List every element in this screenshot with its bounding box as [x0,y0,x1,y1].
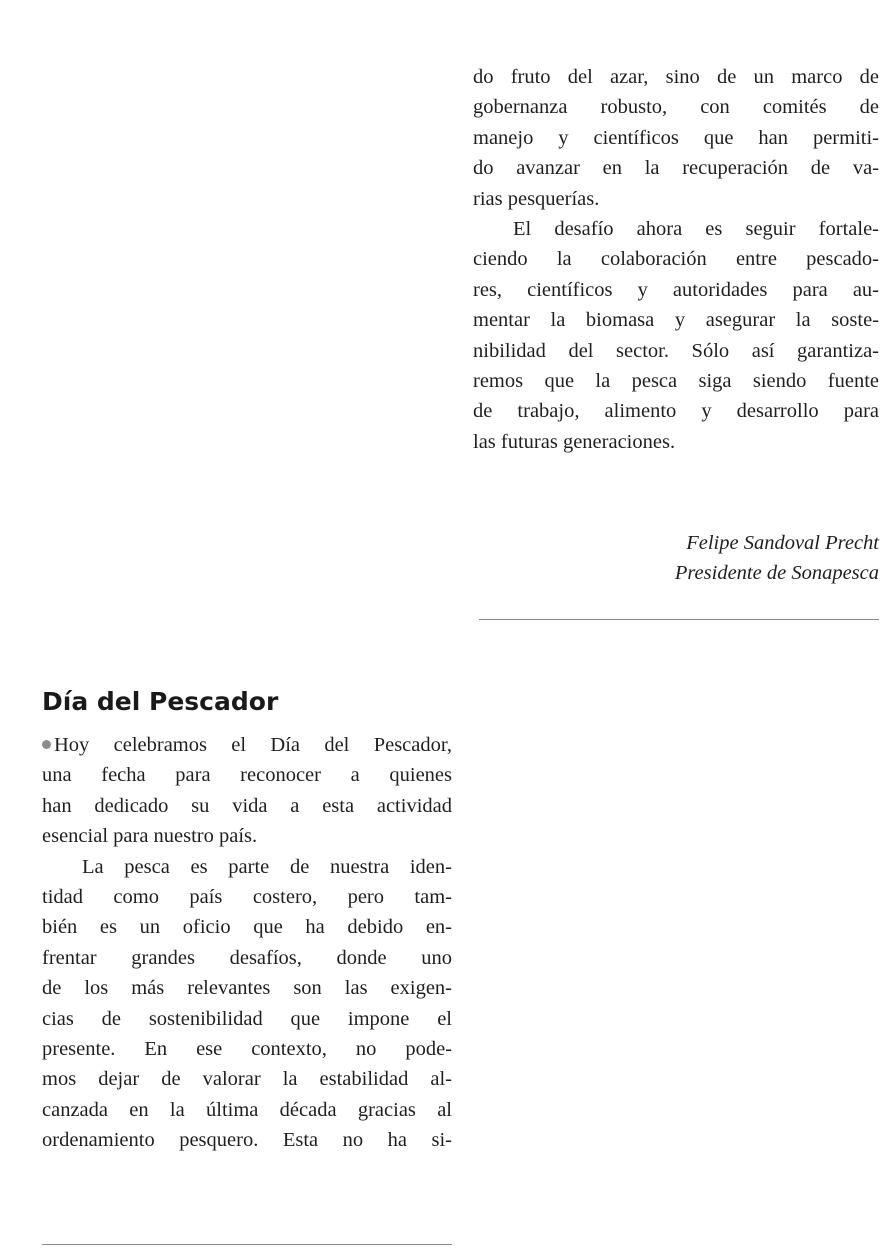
text-line: canzada en la última década gracias al [42,1098,452,1121]
text-line: ordenamiento pesquero. Esta no ha si- [42,1129,452,1152]
text-line-with-bullet [42,730,452,760]
text-line: presente. En ese contexto, no pode- [42,1038,452,1061]
text-line: gobernanza robusto, con comités de [473,96,879,119]
divider-rule [42,1244,452,1245]
text-line: Hoy celebramos el Día del Pescador, [54,734,452,756]
text-line: El desafío ahora es seguir fortale- [513,218,879,241]
text-line: esencial para nuestro país. [42,825,258,848]
text-line: de los más relevantes son las exigen- [42,977,452,1000]
article-paragraph-2 [42,852,452,1156]
text-line: frentar grandes desafíos, donde uno [42,946,452,969]
bullet-icon [42,740,51,749]
article-body [42,730,452,1156]
signature-name: Felipe Sandoval Precht [686,532,879,554]
text-line: de trabajo, alimento y desarrollo para [473,400,879,423]
text-line: res, científicos y autoridades para au- [473,278,879,301]
text-line: bién es un oficio que ha debido en- [42,916,452,939]
text-line: una fecha para reconocer a quienes [42,764,452,787]
right-column-text [473,62,879,457]
text-line: mentar la biomasa y asegurar la soste- [473,309,879,332]
text-line: mos dejar de valorar la estabilidad al- [42,1068,452,1091]
divider-rule [479,619,879,620]
text-line: han dedicado su vida a esta actividad [42,794,452,817]
text-line: las futuras generaciones. [473,430,676,453]
text-line: do fruto del azar, sino de un marco de [473,66,879,88]
text-line: do avanzar en la recuperación de va- [473,157,879,180]
text-line: manejo y científicos que han permiti- [473,126,879,149]
text-line: tidad como país costero, pero tam- [42,886,452,909]
right-paragraph-1 [473,62,879,214]
article-paragraph-1 [42,730,452,852]
text-line: cias de sostenibilidad que impone el [42,1007,452,1030]
signature-role: Presidente de Sonapesca [674,562,879,584]
article-title: Día del Pescador [42,687,279,716]
text-line: La pesca es parte de nuestra iden- [82,855,452,878]
text-line: remos que la pesca siga siendo fuente [473,370,879,393]
right-paragraph-2 [473,214,879,457]
text-line: ciendo la colaboración entre pescado- [473,248,879,271]
signature-block [473,528,879,588]
text-line: rias pesquerías. [473,187,600,210]
text-line: nibilidad del sector. Sólo así garantiza- [473,339,879,362]
